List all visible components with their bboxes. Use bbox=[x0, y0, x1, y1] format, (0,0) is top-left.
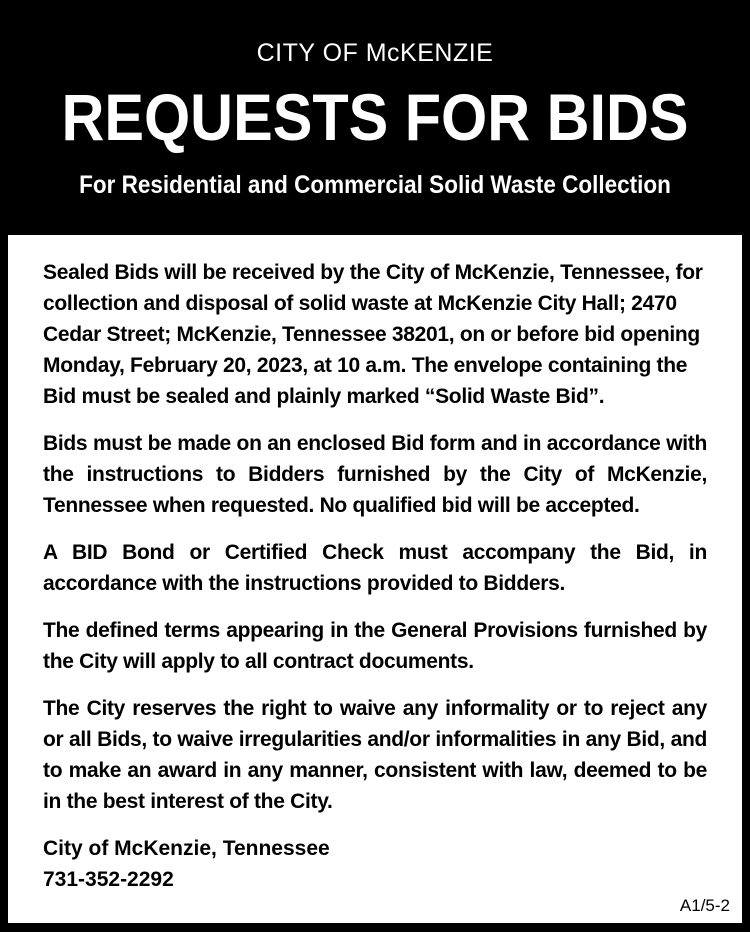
paragraph-reserves-right: The City reserves the right to waive any informality or to reject any or all Bids, to waive irregularities and/or informalities in any Bid, and to make an award in any manner, consistent with law, deemed to be in the best interest of the City. bbox=[43, 697, 707, 813]
notice-body bbox=[8, 235, 742, 923]
page-subtitle: For Residential and Commercial Solid Waste Collection bbox=[79, 171, 671, 199]
city-kicker: CITY OF McKENZIE bbox=[256, 39, 494, 67]
paragraph-bid-bond: A BID Bond or Certified Check must accompany the Bid, in accordance with the instructions provided to Bidders. bbox=[43, 541, 707, 595]
paragraph-defined-terms: The defined terms appearing in the General Provisions furnished by the City will apply to all contract documents. bbox=[43, 619, 707, 673]
header-band bbox=[0, 0, 750, 233]
page-title: REQUESTS FOR BIDS bbox=[61, 80, 689, 154]
signature-phone: 731-352-2292 bbox=[43, 868, 174, 891]
paragraph-bid-form: Bids must be made on an enclosed Bid form and in accordance with the instructions to Bidders furnished by the City of McKenzie, Tennessee when requested. No qualified bid will be accepted. bbox=[43, 432, 707, 517]
signature-block bbox=[43, 833, 707, 895]
signature-name: City of McKenzie, Tennessee bbox=[43, 837, 330, 860]
paragraph-sealed-bids: Sealed Bids will be received by the City of McKenzie, Tennessee, for collection and disposal of solid waste at McKenzie City Hall; 2470 Cedar Street; McKenzie, Tennessee 38201, on or before bid opening Monday, February 20, 2023, at 10 a.m. The envelope containing the Bid must be sealed and plainly marked “Solid Waste Bid”. bbox=[43, 261, 703, 408]
ad-code: A1/5-2 bbox=[679, 896, 730, 915]
